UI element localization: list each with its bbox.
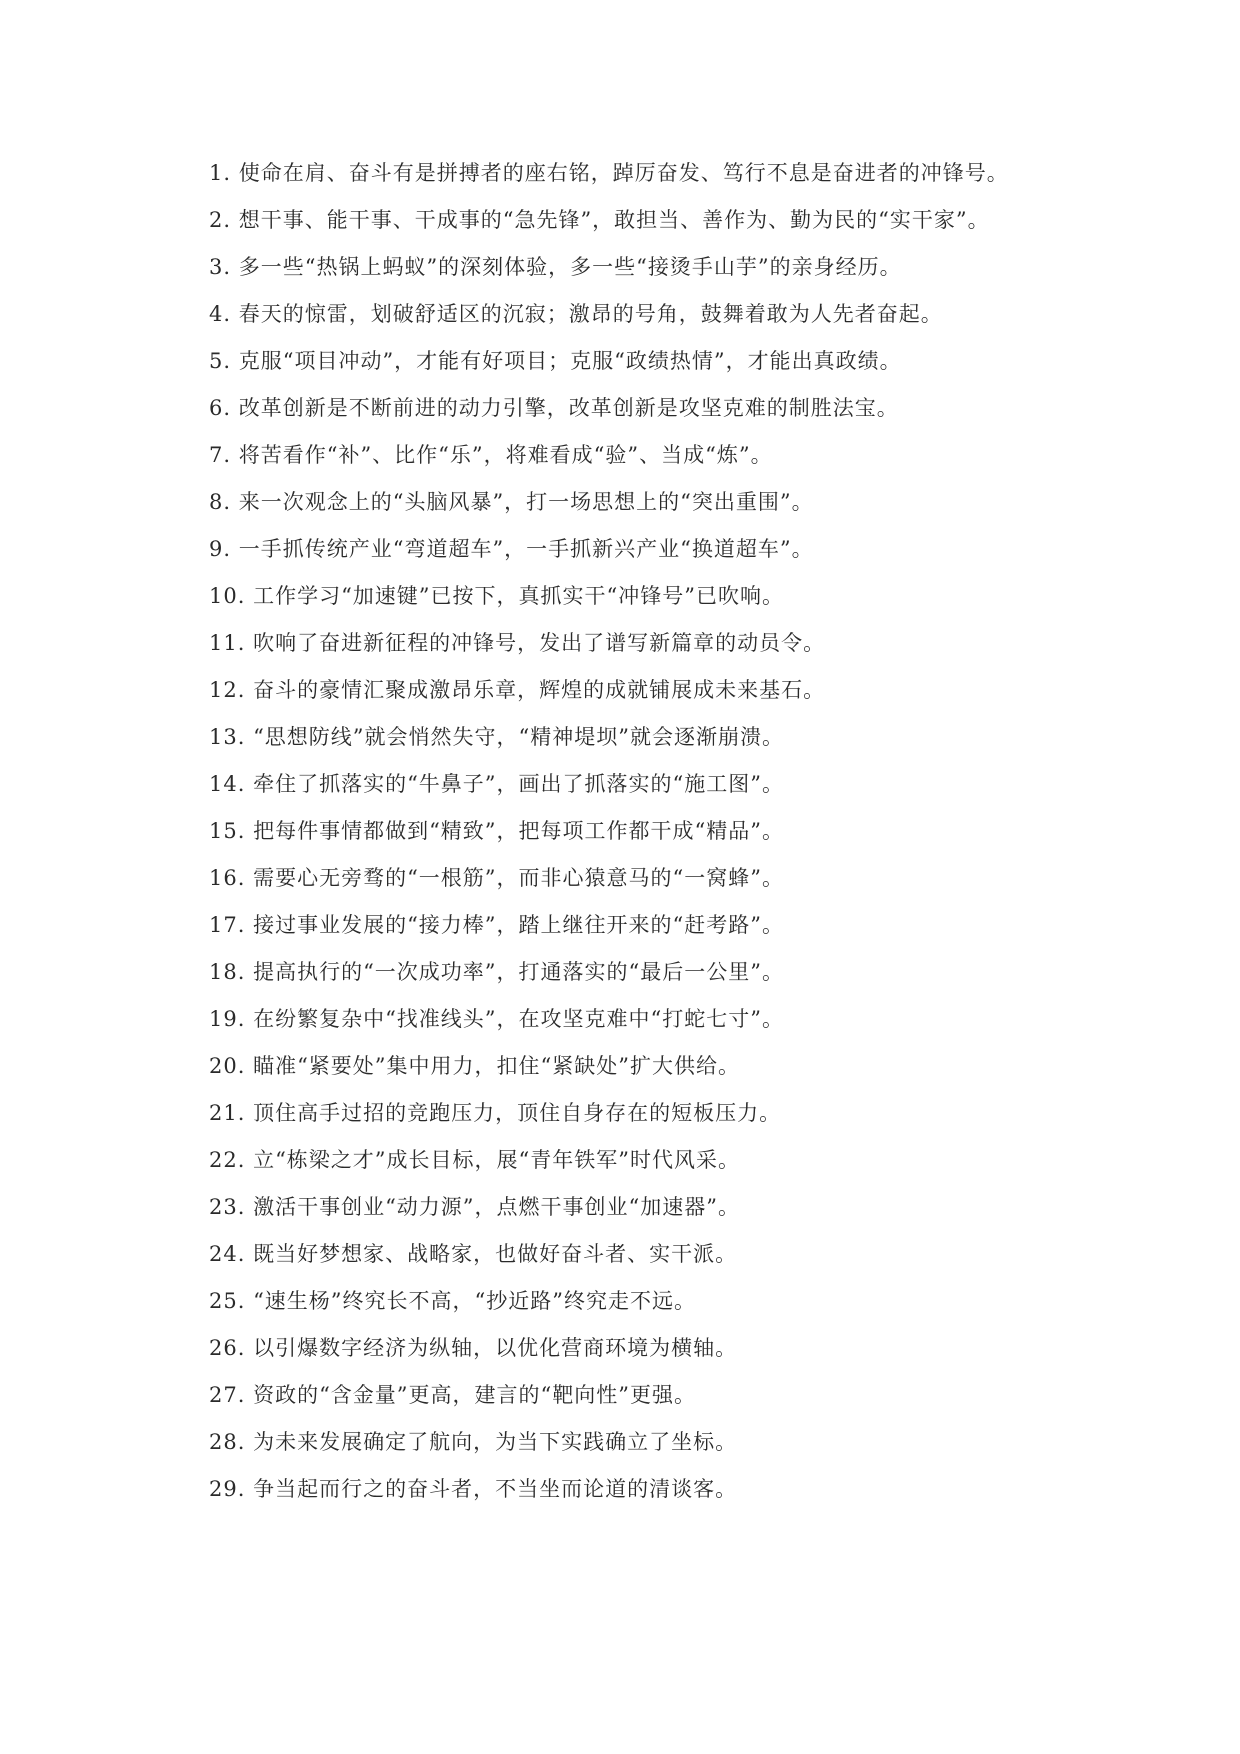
numbered-list (160, 158, 1100, 1521)
list-item: 4. 春天的惊雷，划破舒适区的沉寂；激昂的号角，鼓舞着敢为人先者奋起。 (209, 302, 943, 326)
list-item: 10. 工作学习“加速键”已按下，真抓实干“冲锋号”已吹响。 (209, 584, 785, 608)
list-item: 1. 使命在肩、奋斗有是拼搏者的座右铭，踔厉奋发、笃行不息是奋进者的冲锋号。 (209, 161, 1009, 185)
list-item: 27. 资政的“含金量”更高，建言的“靶向性”更强。 (209, 1383, 697, 1407)
list-item: 23. 激活干事创业“动力源”，点燃干事创业“加速器”。 (209, 1195, 741, 1219)
list-item: 24. 既当好梦想家、战略家，也做好奋斗者、实干派。 (209, 1242, 738, 1266)
list-item: 11. 吹响了奋进新征程的冲锋号，发出了谱写新篇章的动员令。 (209, 631, 826, 655)
list-item: 20. 瞄准“紧要处”集中用力，扣住“紧缺处”扩大供给。 (209, 1054, 741, 1078)
list-item: 7. 将苦看作“补”、比作“乐”，将难看成“验”、当成“炼”。 (209, 443, 773, 467)
list-item: 19. 在纷繁复杂中“找准线头”，在攻坚克难中“打蛇七寸”。 (209, 1007, 785, 1031)
list-item: 14. 牵住了抓落实的“牛鼻子”，画出了抓落实的“施工图”。 (209, 772, 785, 796)
list-item: 16. 需要心无旁骛的“一根筋”，而非心猿意马的“一窝蜂”。 (209, 866, 785, 890)
list-item: 3. 多一些“热锅上蚂蚁”的深刻体验，多一些“接烫手山芋”的亲身经历。 (209, 255, 902, 279)
list-item: 13. “思想防线”就会悄然失守，“精神堤坝”就会逐渐崩溃。 (209, 725, 785, 749)
list-item: 9. 一手抓传统产业“弯道超车”，一手抓新兴产业“换道超车”。 (209, 537, 814, 561)
list-item: 5. 克服“项目冲动”，才能有好项目；克服“政绩热情”，才能出真政绩。 (209, 349, 902, 373)
list-item: 17. 接过事业发展的“接力棒”，踏上继往开来的“赶考路”。 (209, 913, 785, 937)
list-item: 18. 提高执行的“一次成功率”，打通落实的“最后一公里”。 (209, 960, 785, 984)
list-item: 22. 立“栋梁之才”成长目标，展“青年铁军”时代风采。 (209, 1148, 741, 1172)
list-item: 25. “速生杨”终究长不高，“抄近路”终究走不远。 (209, 1289, 697, 1313)
list-item: 26. 以引爆数字经济为纵轴，以优化营商环境为横轴。 (209, 1336, 738, 1360)
list-item: 12. 奋斗的豪情汇聚成激昂乐章，辉煌的成就铺展成未来基石。 (209, 678, 826, 702)
list-item: 6. 改革创新是不断前进的动力引擎，改革创新是攻坚克难的制胜法宝。 (209, 396, 899, 420)
list-item: 28. 为未来发展确定了航向，为当下实践确立了坐标。 (209, 1430, 738, 1454)
list-item: 2. 想干事、能干事、干成事的“急先锋”，敢担当、善作为、勤为民的“实干家”。 (209, 208, 990, 232)
list-item: 15. 把每件事情都做到“精致”，把每项工作都干成“精品”。 (209, 819, 785, 843)
list-item: 29. 争当起而行之的奋斗者，不当坐而论道的清谈客。 (209, 1477, 738, 1501)
list-item: 21. 顶住高手过招的竞跑压力，顶住自身存在的短板压力。 (209, 1101, 782, 1125)
list-item: 8. 来一次观念上的“头脑风暴”，打一场思想上的“突出重围”。 (209, 490, 814, 514)
